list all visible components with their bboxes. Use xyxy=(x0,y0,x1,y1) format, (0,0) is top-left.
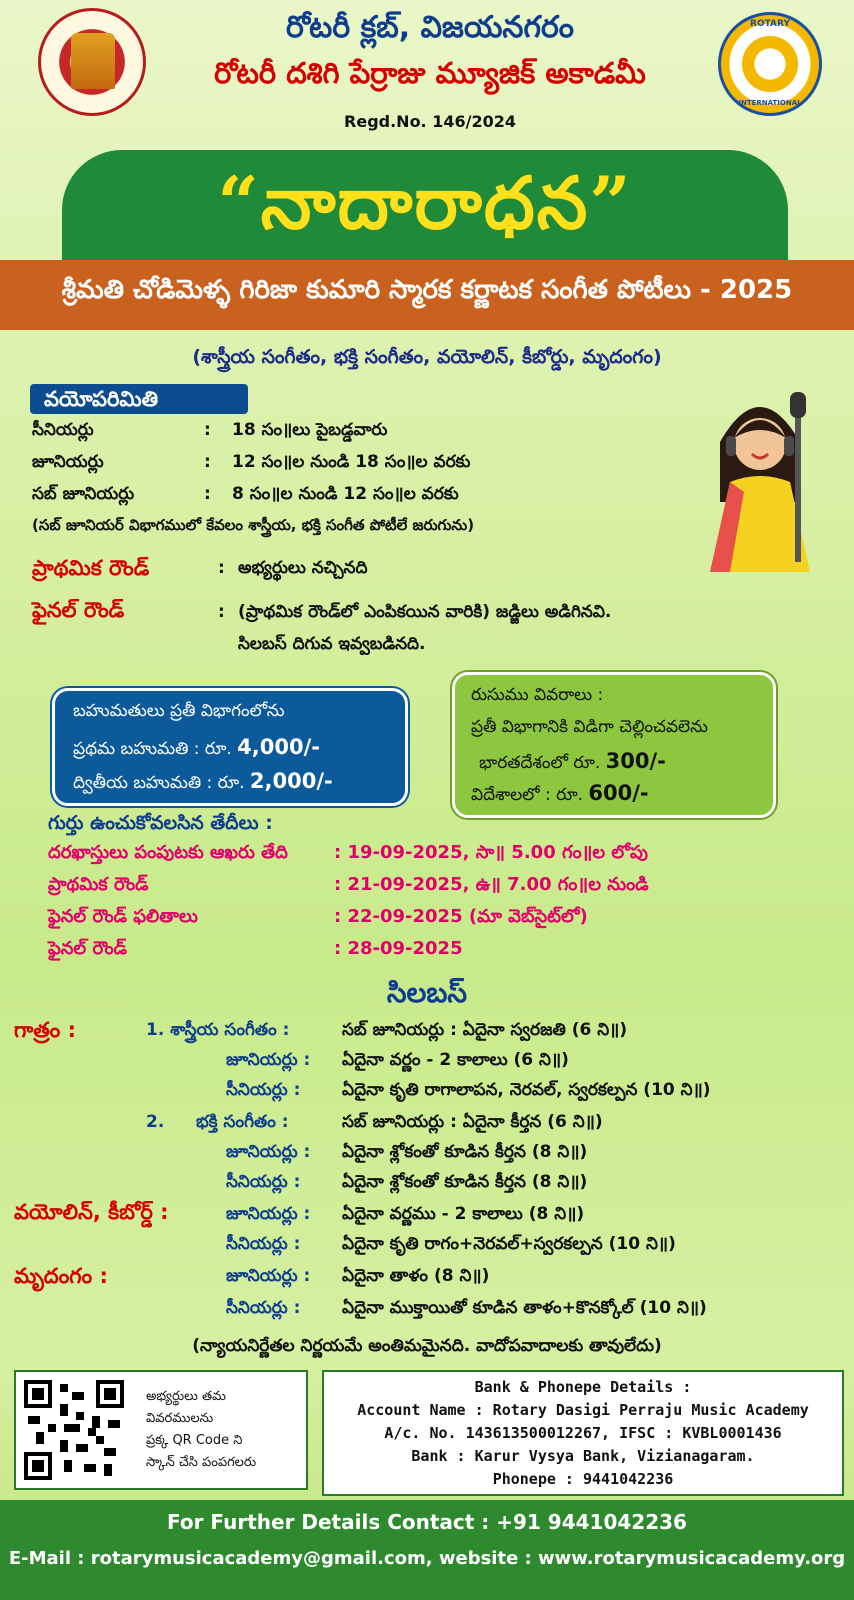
event-title: “నాదారాధన” xyxy=(217,160,633,245)
final-round-value-1: (ప్రాథమిక రౌండ్‌లో ఎంపికయిన వారికి) జడ్జిలు అడిగినవి. xyxy=(238,602,612,622)
syllabus-level: జూనియర్లు : xyxy=(226,1050,311,1070)
syllabus-level: జూనియర్లు : xyxy=(226,1142,311,1162)
fees-abroad-amount: 600/- xyxy=(588,781,649,805)
vocal-label: గాత్రం : xyxy=(14,1018,77,1042)
email-website-line[interactable]: E-Mail : rotarymusicacademy@gmail.com, website : www.rotarymusicacademy.org xyxy=(8,1548,846,1569)
first-prize-label: ప్రథమ బహుమతి : రూ. xyxy=(73,739,232,759)
final-round-value-2: సిలబస్ దిగువ ఇవ్వబడినది. xyxy=(238,634,426,654)
prizes-box xyxy=(52,688,408,806)
account-number: A/c. No. 143613500012267, IFSC : KVBL0001436 xyxy=(384,1424,782,1442)
footer xyxy=(0,1500,854,1600)
judges-note: (న్యాయనిర్ణేతల నిర్ణయమే అంతిమమైనది. వాదోపవాదాలకు తావులేదు) xyxy=(192,1336,662,1356)
fees-line: ప్రతీ విభాగానికి విడిగా చెల్లించవలెను xyxy=(471,717,708,737)
syllabus-heading: సిలబస్ xyxy=(386,976,468,1009)
academy-logo xyxy=(38,8,146,116)
syllabus-row: సబ్ జూనియర్లు : ఏదైనా కీర్తన (6 ని॥) xyxy=(342,1112,603,1132)
qr-box xyxy=(14,1370,308,1490)
competition-banner xyxy=(0,260,854,330)
date-value: : 19-09-2025, సా॥ 5.00 గం॥ల లోపు xyxy=(334,842,648,863)
syllabus-detail: ఏదైనా శ్లోకంతో కూడిన కీర్తన (8 ని॥) xyxy=(342,1142,588,1162)
age-row-label: సీనియర్లు xyxy=(32,420,94,440)
syllabus-level: సీనియర్లు : xyxy=(226,1234,301,1254)
fees-box xyxy=(452,672,776,818)
date-label: ఫైనల్ రౌండ్ ఫలితాలు xyxy=(48,906,198,927)
categories-line: (శాస్త్రీయ సంగీతం, భక్తి సంగీతం, వయోలిన్, కీబోర్డు, మృదంగం) xyxy=(192,346,662,368)
syllabus-level: సీనియర్లు : xyxy=(226,1298,301,1318)
classical-label: 1. శాస్త్రీయ సంగీతం : xyxy=(146,1020,290,1040)
age-limit-heading: వయోపరిమితి xyxy=(30,384,248,414)
account-name: Account Name : Rotary Dasigi Perraju Music Academy xyxy=(357,1401,809,1419)
colon: : xyxy=(204,484,211,504)
second-prize-label: ద్వితీయ బహుమతి : రూ. xyxy=(73,773,245,793)
rotary-logo-top-text: ROTARY xyxy=(750,19,790,29)
event-title-banner xyxy=(62,150,788,262)
prelim-round-label: ప్రాథమిక రౌండ్ xyxy=(32,556,150,580)
fees-abroad xyxy=(471,781,649,809)
temple-emblem-icon xyxy=(71,33,115,89)
prizes-heading: బహుమతులు ప్రతీ విభాగంలోను xyxy=(73,701,285,721)
competition-title: శ్రీమతి చోడిమెళ్ళ గిరిజా కుమారి స్మారక కర్ణాటక సంగీత పోటీలు - 2025 xyxy=(61,275,793,305)
syllabus-level: సీనియర్లు : xyxy=(226,1080,301,1100)
qr-text-line: వివరములను xyxy=(146,1411,214,1426)
singer-girl-illustration xyxy=(700,382,820,572)
rotary-logo-bottom-text: INTERNATIONAL xyxy=(738,99,802,107)
age-row-value: 8 సం॥ల నుండి 12 సం॥ల వరకు xyxy=(232,484,459,504)
age-row-label: జూనియర్లు xyxy=(32,452,104,472)
syllabus-detail: ఏదైనా శ్లోకంతో కూడిన కీర్తన (8 ని॥) xyxy=(342,1172,588,1192)
date-value: : 21-09-2025, ఉ॥ 7.00 గం॥ల నుండి xyxy=(334,874,649,895)
fees-abroad-label: విదేశాలలో : రూ. xyxy=(471,785,584,805)
mridangam-label: మృదంగం : xyxy=(14,1264,108,1288)
bank-heading: Bank & Phonepe Details : xyxy=(474,1378,692,1396)
registration-number: Regd.No. 146/2024 xyxy=(344,112,516,131)
first-prize xyxy=(73,735,320,763)
fees-india-label: భారతదేశంలో రూ. xyxy=(479,753,601,773)
date-value: : 28-09-2025 xyxy=(334,938,463,959)
colon: : xyxy=(204,452,211,472)
syllabus-detail: ఏదైనా వర్ణము - 2 కాలాలు (8 ని॥) xyxy=(342,1204,585,1224)
age-row-value: 12 సం॥ల నుండి 18 సం॥ల వరకు xyxy=(232,452,471,472)
qr-code-icon[interactable] xyxy=(24,1380,124,1480)
qr-text-line: ప్రక్క QR Code ని xyxy=(146,1433,243,1448)
age-row-value: 18 సం॥లు పైబడ్డవారు xyxy=(232,420,388,440)
syllabus-detail: ఏదైనా కృతి రాగం+నెరవల్+స్వరకల్పన (10 ని॥) xyxy=(342,1234,676,1254)
fees-india-amount: 300/- xyxy=(605,749,666,773)
colon: : xyxy=(218,558,225,578)
syllabus-detail: ఏదైనా ముక్తాయితో కూడిన తాళం+కొనక్కోల్ (10 ని॥) xyxy=(342,1298,707,1318)
rotary-logo xyxy=(718,12,822,116)
syllabus-level: జూనియర్లు : xyxy=(226,1266,311,1286)
violin-keyboard-label: వయోలిన్, కీబోర్డ్ : xyxy=(14,1200,169,1224)
phonepe-number: Phonepe : 9441042236 xyxy=(492,1470,674,1488)
date-label: ఫైనల్ రౌండ్ xyxy=(48,938,127,959)
syllabus-detail: ఏదైనా వర్ణం - 2 కాలాలు (6 ని॥) xyxy=(342,1050,569,1070)
date-label: ప్రాథమిక రౌండ్ xyxy=(48,874,149,895)
bank-name: Bank : Karur Vysya Bank, Vizianagaram. xyxy=(411,1447,755,1465)
contact-line: For Further Details Contact : +91 9441042236 xyxy=(167,1510,687,1534)
final-round-label: ఫైనల్ రౌండ్ xyxy=(32,598,125,622)
syllabus-level: జూనియర్లు : xyxy=(226,1204,311,1224)
qr-text-line: స్కాన్ చేసి పంపగలరు xyxy=(146,1455,257,1470)
devotional-label: భక్తి సంగీతం : xyxy=(196,1112,289,1132)
colon: : xyxy=(204,420,211,440)
prelim-round-value: అభ్యర్థులు నచ్చినది xyxy=(238,558,368,578)
fees-india xyxy=(479,749,666,777)
qr-instructions xyxy=(146,1386,296,1474)
syllabus-row: సబ్ జూనియర్లు : ఏదైనా స్వరజతి (6 ని॥) xyxy=(342,1020,628,1040)
second-prize xyxy=(73,769,333,797)
second-prize-amount: 2,000/- xyxy=(249,769,333,793)
date-value: : 22-09-2025 (మా వెబ్‌సైట్‌లో) xyxy=(334,906,588,927)
first-prize-amount: 4,000/- xyxy=(237,735,320,759)
academy-title: రోటరీ దశిగి పేర్రాజు మ్యూజిక్ అకాడమీ xyxy=(214,56,646,90)
age-note: (సబ్ జూనియర్ విభాగములో కేవలం శాస్త్రీయ, భక్తి సంగీత పోటీలే జరుగును) xyxy=(32,516,475,534)
date-label: దరఖాస్తులు పంపుటకు ఆఖరు తేది xyxy=(48,842,288,863)
dates-heading: గుర్తు ఉంచుకోవలసిన తేదీలు : xyxy=(48,812,273,834)
syllabus-detail: ఏదైనా తాళం (8 ని॥) xyxy=(342,1266,490,1286)
fees-heading: రుసుము వివరాలు : xyxy=(471,685,604,705)
syllabus-detail: ఏదైనా కృతి రాగాలాపన, నెరవల్, స్వరకల్పన (10 ని॥) xyxy=(342,1080,711,1100)
devotional-num: 2. xyxy=(146,1112,165,1132)
colon: : xyxy=(218,602,225,622)
bank-details-box xyxy=(322,1370,844,1496)
age-row-label: సబ్ జూనియర్లు xyxy=(32,484,135,504)
syllabus-level: సీనియర్లు : xyxy=(226,1172,301,1192)
club-title: రోటరీ క్లబ్, విజయనగరం xyxy=(286,10,574,45)
qr-text-line: అభ్యర్థులు తమ xyxy=(146,1389,226,1404)
